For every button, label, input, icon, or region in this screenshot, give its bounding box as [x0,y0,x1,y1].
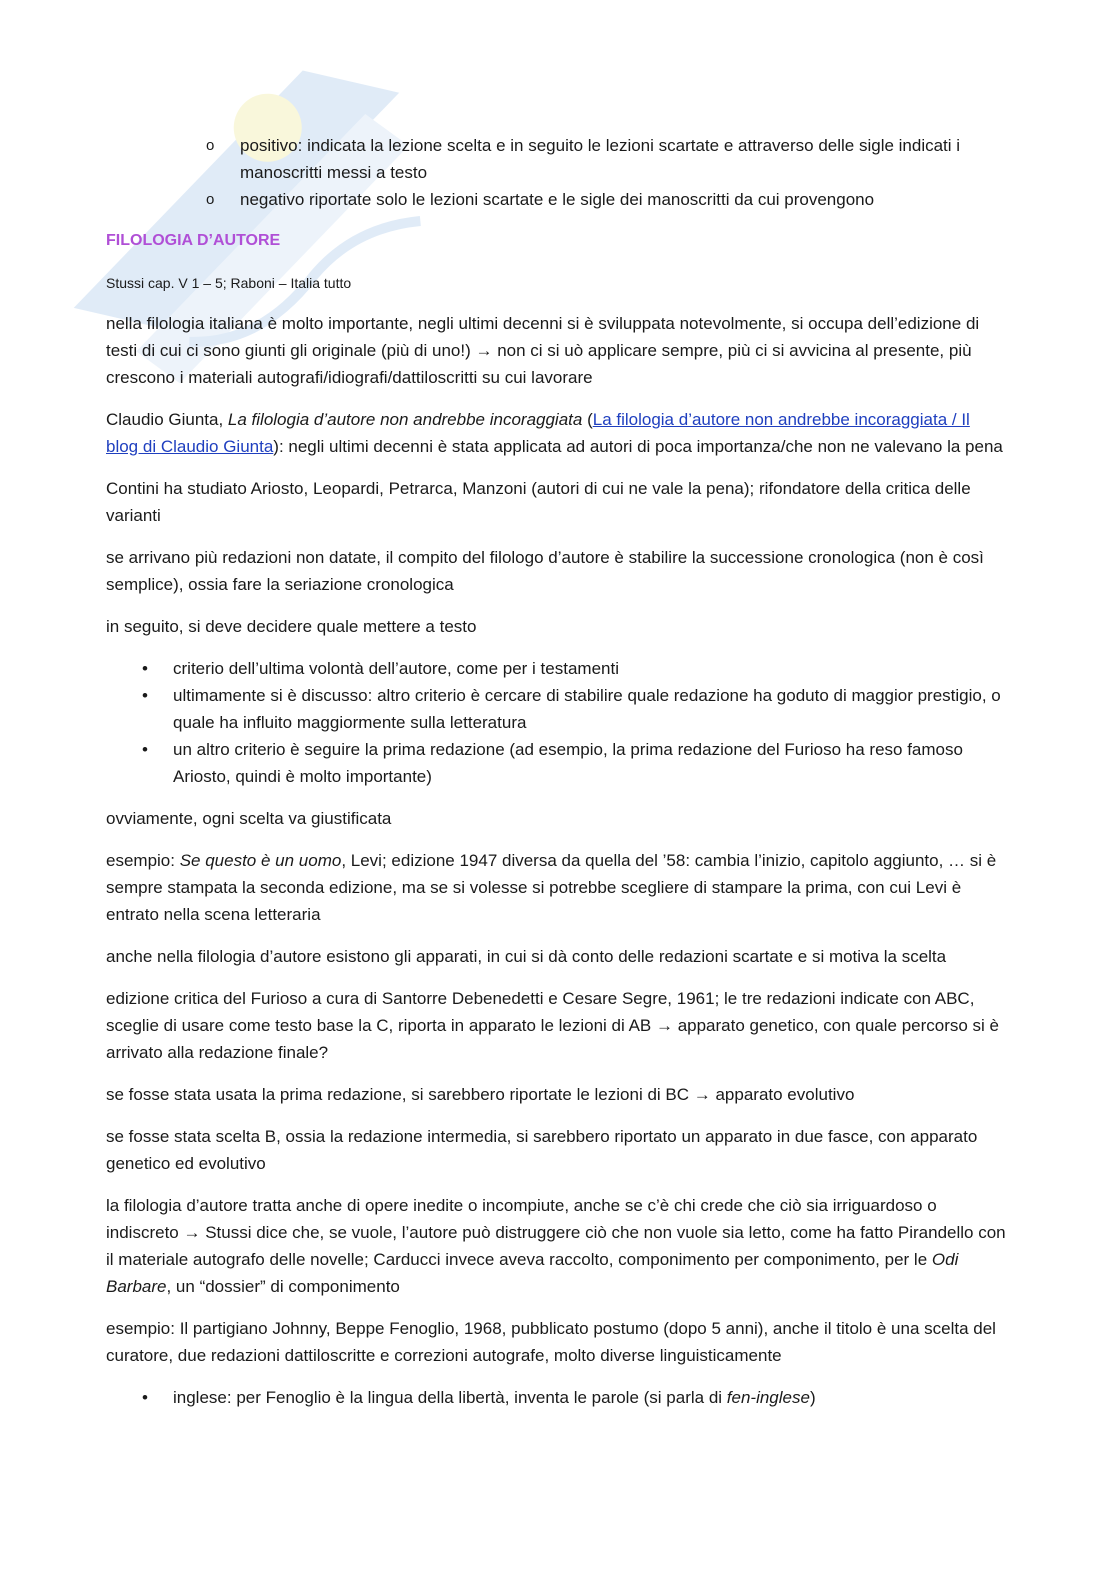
work-title: Odi Barbare [106,1250,959,1296]
apparatus-types-list [106,132,1006,213]
fenoglio-list [106,1384,1006,1411]
paragraph: Contini ha studiato Ariosto, Leopardi, Petrarca, Manzoni (autori di cui ne vale la pena); rifondatore della critica delle varianti [106,479,971,525]
list-item: • un altro criterio è seguire la prima redazione (ad esempio, la prima redazione del Furioso ha reso famoso Ariosto, quindi è molto importante) [106,736,1006,790]
paragraph: se fosse stata scelta B, ossia la redazione intermedia, si sarebbero riportato un apparato in due fasce, con apparato genetico ed evolutivo [106,1127,978,1173]
paragraph: nella filologia italiana è molto importante, negli ultimi decenni si è sviluppata notevolmente, si occupa dell’edizione di testi di cui ci sono giunti gli originale (più di uno!) → non ci si uò applicare sempre, più ci si avvicina al presente, più crescono i materiali autografi/idiografi/dattiloscritti su cui lavorare [106,314,980,387]
list-item: o positivo: indicata la lezione scelta e in seguito le lezioni scartate e attraverso delle sigle indicati i manoscritti messi a testo [106,132,1006,186]
reference-line: Stussi cap. V 1 – 5; Raboni – Italia tutto [106,275,352,291]
paragraph: anche nella filologia d’autore esistono gli apparati, in cui si dà conto delle redazioni scartate e si motiva la scelta [106,947,947,966]
work-title: Se questo è un uomo [179,851,342,870]
circle-bullet-icon: o [206,191,215,208]
bullet-icon: • [142,686,148,705]
document-page [106,132,1006,1426]
paragraph: esempio: Se questo è un uomo, Levi; edizione 1947 diversa da quella del ’58: cambia l’inizio, capitolo aggiunto, … si è sempre stampata la seconda edizione, ma se si volesse si potrebbe scegliere di stampare la prima, con cui Levi è entrato nella scena letteraria [106,851,997,924]
paragraph: Claudio Giunta, La filologia d’autore non andrebbe incoraggiata (La filologia d’autore non andrebbe incoraggiata / Il blog di Claudio Giunta): negli ultimi decenni è stata applicata ad autori di poca importanza/che non ne valevano la pena [106,410,1003,456]
term: fen-inglese [726,1388,810,1407]
paragraph: edizione critica del Furioso a cura di Santorre Debenedetti e Cesare Segre, 1961; le tre redazioni indicate con ABC, sceglie di usare come testo base la C, riporta in apparato le lezioni di AB → apparato genetico, con quale percorso si è arrivato alla redazione finale? [106,989,1000,1062]
paragraph: in seguito, si deve decidere quale mettere a testo [106,617,477,636]
paragraph: ovviamente, ogni scelta va giustificata [106,809,392,828]
list-item: o negativo riportate solo le lezioni scartate e le sigle dei manoscritti da cui provengono [106,186,1006,213]
bullet-icon: • [142,659,148,678]
paragraph: la filologia d’autore tratta anche di opere inedite o incompiute, anche se c’è chi crede che ciò sia irriguardoso o indiscreto → Stussi dice che, se vuole, l’autore può distruggere ciò che non vuole sia letto, come ha fatto Pirandello con il materiale autografo delle novelle; Carducci invece aveva raccolto, componimento per componimento, per le Odi Barbare, un “dossier” di componimento [106,1196,1006,1296]
criteria-list [106,655,1006,790]
paragraph: se arrivano più redazioni non datate, il compito del filologo d’autore è stabilire la successione cronologica (non è così semplice), ossia fare la seriazione cronologica [106,548,984,594]
bullet-icon: • [142,740,148,759]
list-item: • inglese: per Fenoglio è la lingua della libertà, inventa le parole (si parla di fen-inglese) [106,1384,1006,1411]
work-title: La filologia d’autore non andrebbe incoraggiata [227,410,583,429]
paragraph: esempio: Il partigiano Johnny, Beppe Fenoglio, 1968, pubblicato postumo (dopo 5 anni), anche il titolo è una scelta del curatore, due redazioni dattiloscritte e correzioni autografe, molto diverse linguisticamente [106,1319,996,1365]
list-item: • ultimamente si è discusso: altro criterio è cercare di stabilire quale redazione ha goduto di maggior prestigio, o quale ha influito maggiormente sulla letteratura [106,682,1006,736]
list-item: • criterio dell’ultima volontà dell’autore, come per i testamenti [106,655,1006,682]
blog-link[interactable]: La filologia d’autore non andrebbe incoraggiata / Il blog di Claudio Giunta [106,410,970,456]
paragraph: se fosse stata usata la prima redazione, si sarebbero riportate le lezioni di BC → apparato evolutivo [106,1085,855,1104]
bullet-icon: • [142,1388,148,1407]
circle-bullet-icon: o [206,137,215,154]
section-heading: FILOLOGIA D’AUTORE [106,232,281,249]
